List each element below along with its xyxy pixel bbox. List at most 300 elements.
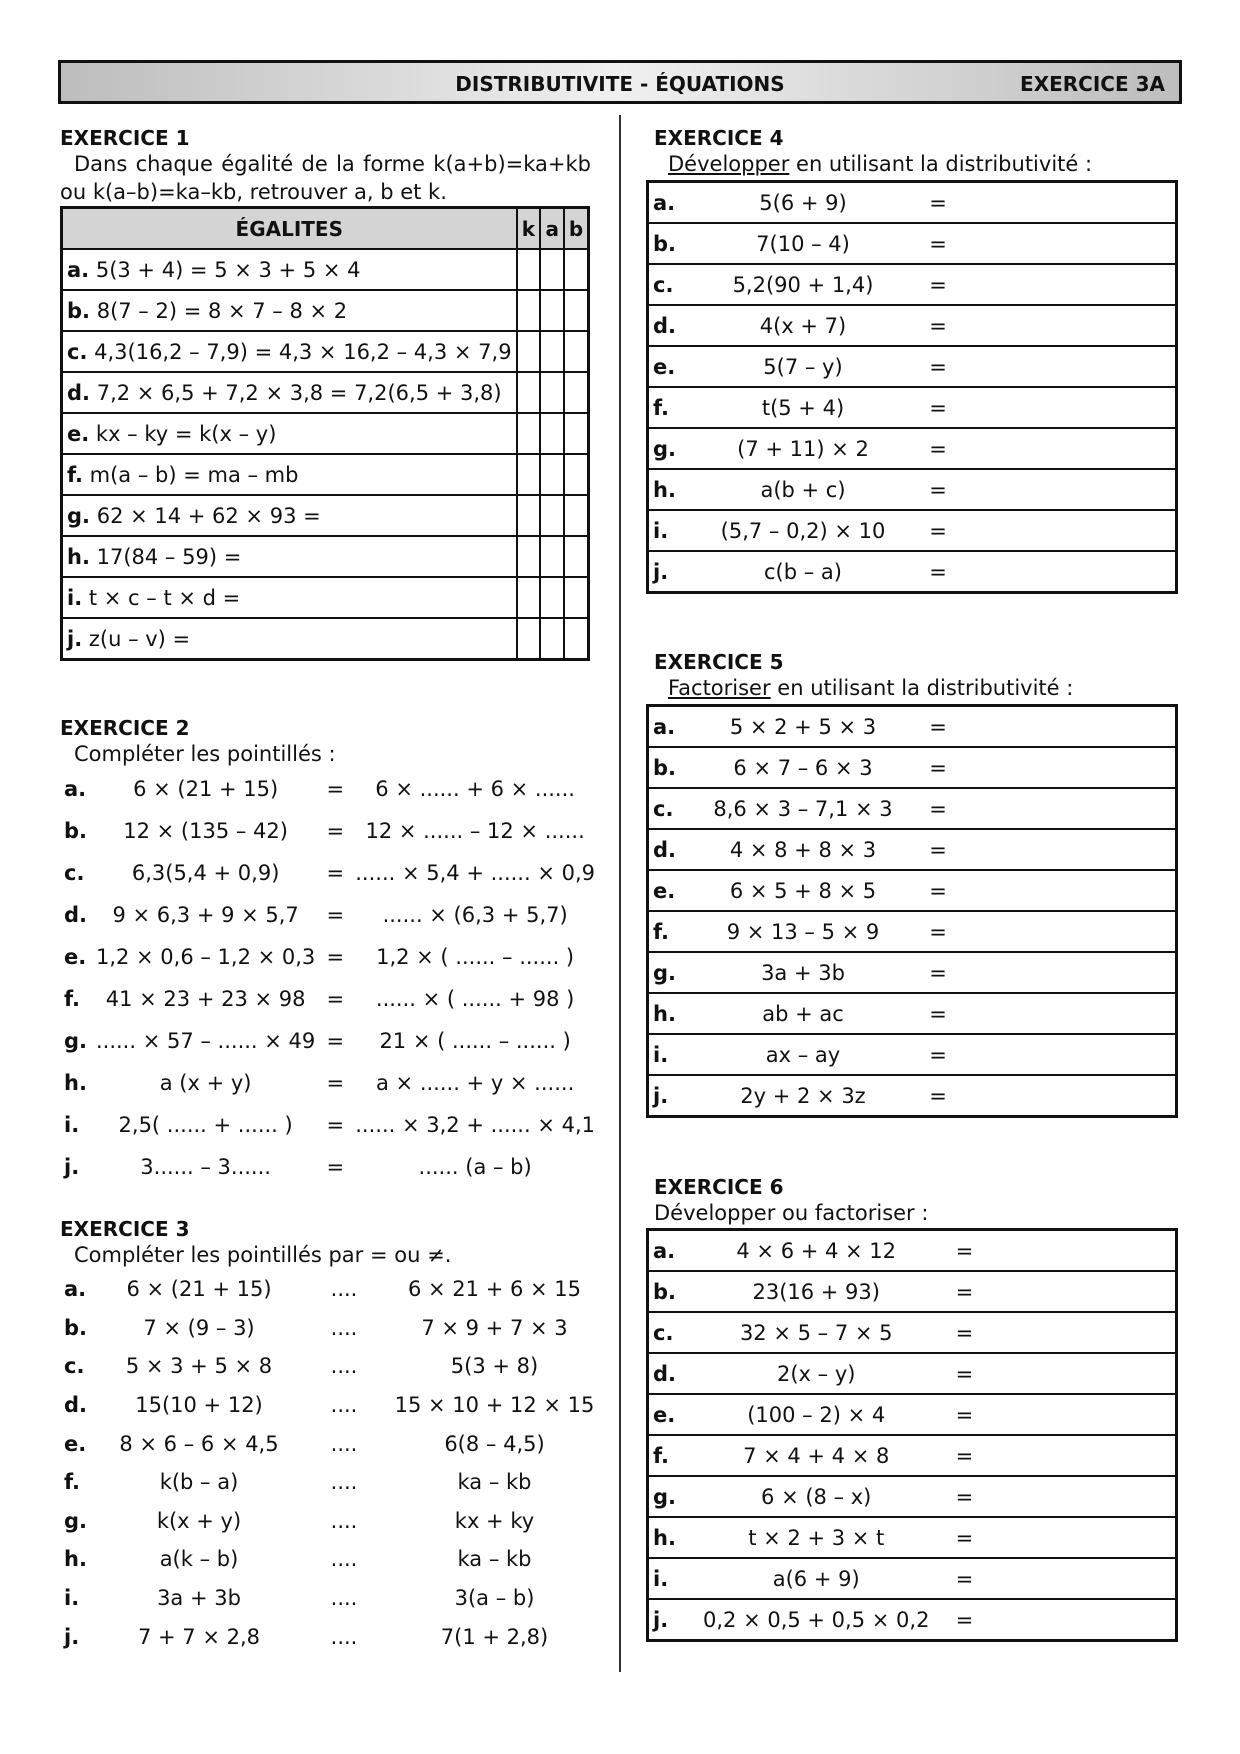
row-label: g. — [648, 1476, 704, 1517]
comparison-blank[interactable]: .... — [330, 1547, 358, 1572]
ex5-row — [648, 1034, 1177, 1075]
row-label: g. — [67, 503, 91, 528]
equals-sign: = — [326, 1029, 345, 1053]
equals-sign: = — [903, 747, 973, 788]
row-label: i. — [648, 1034, 704, 1075]
row-label: f. — [648, 911, 704, 952]
row-label: a. — [648, 706, 704, 748]
answer-field[interactable] — [973, 1034, 1177, 1075]
answer-cell-b[interactable] — [564, 290, 588, 331]
expression: ax – ay — [703, 1034, 903, 1075]
answer-field[interactable] — [999, 1435, 1176, 1476]
equals-sign: = — [929, 1558, 999, 1599]
row-label: i. — [64, 1586, 80, 1611]
equals-sign: = — [903, 428, 973, 469]
ex6-row — [648, 1599, 1177, 1641]
answer-field[interactable] — [999, 1271, 1176, 1312]
row-label: c. — [64, 1354, 85, 1379]
ex2-row — [60, 1104, 595, 1146]
expression: 7 × 4 + 4 × 8 — [703, 1435, 929, 1476]
equals-sign: = — [326, 777, 345, 801]
ex2-row — [60, 1146, 595, 1188]
right-expression: 7(1 + 2,8) — [440, 1624, 549, 1649]
answer-field[interactable] — [973, 305, 1177, 346]
equals-sign: = — [929, 1312, 999, 1353]
left-expression: k(b – a) — [159, 1470, 239, 1495]
expression: 5(7 – y) — [703, 346, 903, 387]
left-expression: 5 × 3 + 5 × 8 — [125, 1354, 273, 1379]
row-label: f. — [64, 1470, 80, 1495]
ex6-row — [648, 1517, 1177, 1558]
equals-sign: = — [903, 346, 973, 387]
answer-cell-a[interactable] — [540, 249, 564, 290]
col-k: k — [517, 208, 541, 250]
row-label: h. — [648, 1517, 704, 1558]
answer-field[interactable] — [973, 993, 1177, 1034]
answer-field[interactable] — [973, 747, 1177, 788]
ex1-equality — [62, 413, 517, 454]
right-expression: 3(a – b) — [454, 1586, 535, 1611]
answer-cell-a[interactable] — [540, 331, 564, 372]
ex1-equality — [62, 577, 517, 618]
right-expression[interactable]: 12 × ...... – 12 × ...... — [365, 819, 585, 843]
ex4-row — [648, 223, 1177, 264]
ex5-row — [648, 706, 1177, 748]
ex3-title: EXERCICE 3 — [60, 1217, 190, 1241]
answer-cell-k[interactable] — [517, 454, 541, 495]
equals-sign: = — [903, 387, 973, 428]
ex1-row — [62, 249, 589, 290]
ex3-row — [60, 1386, 595, 1425]
expression: (7 + 11) × 2 — [703, 428, 903, 469]
answer-field[interactable] — [973, 182, 1177, 224]
col-b: b — [564, 208, 588, 250]
expression: a(b + c) — [703, 469, 903, 510]
ex1-row — [62, 577, 589, 618]
row-label: j. — [64, 1624, 80, 1649]
ex4-instruction-rest: en utilisant la distributivité : — [789, 152, 1093, 176]
ex1-title: EXERCICE 1 — [60, 126, 190, 150]
left-expression: 6 × (21 + 15) — [126, 1277, 272, 1302]
answer-cell-a[interactable] — [540, 290, 564, 331]
equality-text: 8(7 – 2) = 8 × 7 – 8 × 2 — [96, 298, 348, 323]
equals-sign: = — [929, 1230, 999, 1272]
left-expression: k(x + y) — [156, 1508, 242, 1533]
expression: (100 – 2) × 4 — [703, 1394, 929, 1435]
row-label: c. — [648, 264, 704, 305]
left-expression: 9 × 6,3 + 9 × 5,7 — [112, 903, 299, 927]
ex3-row — [60, 1463, 595, 1502]
row-label: j. — [67, 626, 83, 651]
equals-sign: = — [929, 1394, 999, 1435]
ex6-title: EXERCICE 6 — [654, 1175, 784, 1199]
left-expression: a(k – b) — [159, 1547, 239, 1572]
ex1-equality — [62, 372, 517, 413]
right-expression: 5(3 + 8) — [450, 1354, 539, 1379]
ex1-row — [62, 372, 589, 413]
ex4-instruction — [668, 152, 1092, 176]
left-expression: 7 × (9 – 3) — [143, 1315, 255, 1340]
answer-field[interactable] — [973, 1075, 1177, 1117]
ex6-row — [648, 1271, 1177, 1312]
row-label: j. — [648, 1599, 704, 1641]
ex3-row — [60, 1540, 595, 1579]
expression: t × 2 + 3 × t — [703, 1517, 929, 1558]
equals-sign: = — [326, 1113, 345, 1137]
answer-field[interactable] — [999, 1517, 1176, 1558]
ex3-instruction: Compléter les pointillés par = ou ≠. — [74, 1243, 452, 1267]
expression: 32 × 5 – 7 × 5 — [703, 1312, 929, 1353]
right-expression[interactable]: ...... × (6,3 + 5,7) — [382, 903, 568, 927]
ex4-row — [648, 346, 1177, 387]
comparison-blank[interactable]: .... — [330, 1586, 358, 1611]
answer-cell-a[interactable] — [540, 495, 564, 536]
equality-text: 4,3(16,2 – 7,9) = 4,3 × 16,2 – 4,3 × 7,9 — [94, 339, 512, 364]
column-divider — [619, 115, 621, 1672]
expression: 6 × (8 – x) — [703, 1476, 929, 1517]
equals-sign: = — [903, 1075, 973, 1117]
answer-field[interactable] — [973, 469, 1177, 510]
left-expression: 7 + 7 × 2,8 — [137, 1624, 260, 1649]
row-label: f. — [67, 462, 83, 487]
expression: a(6 + 9) — [703, 1558, 929, 1599]
answer-field[interactable] — [973, 264, 1177, 305]
row-label: a. — [648, 1230, 704, 1272]
answer-field[interactable] — [973, 952, 1177, 993]
answer-field[interactable] — [973, 829, 1177, 870]
equals-sign: = — [326, 987, 345, 1011]
ex6-row — [648, 1558, 1177, 1599]
ex4-title: EXERCICE 4 — [654, 126, 784, 150]
ex3-row — [60, 1309, 595, 1348]
right-expression[interactable]: a × ...... + y × ...... — [376, 1071, 575, 1095]
left-expression: 3...... – 3...... — [140, 1155, 271, 1179]
ex5-table — [646, 704, 1178, 1118]
ex3-row — [60, 1347, 595, 1386]
ex6-row — [648, 1435, 1177, 1476]
row-label: g. — [648, 428, 704, 469]
ex4-row — [648, 551, 1177, 593]
row-label: h. — [648, 469, 704, 510]
answer-cell-a[interactable] — [540, 536, 564, 577]
answer-field[interactable] — [973, 551, 1177, 593]
equals-sign: = — [903, 510, 973, 551]
left-expression: 6,3(5,4 + 0,9) — [131, 861, 280, 885]
ex4-row — [648, 305, 1177, 346]
equals-sign: = — [326, 819, 345, 843]
row-label: c. — [67, 339, 88, 364]
right-expression: ka – kb — [457, 1547, 532, 1572]
header-banner — [58, 60, 1182, 104]
ex3-row — [60, 1424, 595, 1463]
answer-cell-b[interactable] — [564, 372, 588, 413]
answer-cell-a[interactable] — [540, 413, 564, 454]
ex3-row — [60, 1617, 595, 1656]
ex2-title: EXERCICE 2 — [60, 716, 190, 740]
answer-cell-k[interactable] — [517, 413, 541, 454]
ex2-list — [60, 768, 595, 1188]
equals-sign: = — [903, 223, 973, 264]
answer-cell-a[interactable] — [540, 372, 564, 413]
equals-sign: = — [326, 1071, 345, 1095]
equality-text: kx – ky = k(x – y) — [95, 421, 277, 446]
equality-text: t × c – t × d = — [88, 585, 241, 610]
right-expression[interactable]: 1,2 × ( ...... – ...... ) — [376, 945, 575, 969]
ex1-header-row — [62, 208, 589, 250]
row-label: j. — [648, 551, 704, 593]
ex1-row — [62, 536, 589, 577]
comparison-blank[interactable]: .... — [330, 1431, 358, 1456]
row-label: i. — [648, 510, 704, 551]
row-label: d. — [64, 1393, 88, 1418]
col-egalites: ÉGALITES — [62, 208, 517, 250]
equals-sign: = — [929, 1353, 999, 1394]
equality-text: 5(3 + 4) = 5 × 3 + 5 × 4 — [95, 257, 361, 282]
equals-sign: = — [903, 911, 973, 952]
ex1-row — [62, 413, 589, 454]
ex1-equality — [62, 618, 517, 660]
equals-sign: = — [903, 870, 973, 911]
equals-sign: = — [903, 551, 973, 593]
answer-cell-k[interactable] — [517, 618, 541, 660]
equality-text: z(u – v) = — [88, 626, 191, 651]
answer-field[interactable] — [973, 387, 1177, 428]
equality-text: 7,2 × 6,5 + 7,2 × 3,8 = 7,2(6,5 + 3,8) — [96, 380, 502, 405]
ex1-equality — [62, 495, 517, 536]
row-label: j. — [648, 1075, 704, 1117]
right-expression[interactable]: ...... (a – b) — [418, 1155, 532, 1179]
left-expression: 1,2 × 0,6 – 1,2 × 0,3 — [95, 945, 316, 969]
answer-cell-b[interactable] — [564, 413, 588, 454]
answer-cell-b[interactable] — [564, 618, 588, 660]
ex6-row — [648, 1353, 1177, 1394]
expression: (5,7 – 0,2) × 10 — [703, 510, 903, 551]
answer-field[interactable] — [973, 428, 1177, 469]
expression: 6 × 7 – 6 × 3 — [703, 747, 903, 788]
row-label: i. — [64, 1113, 80, 1137]
ex5-row — [648, 829, 1177, 870]
equals-sign: = — [903, 788, 973, 829]
ex6-row — [648, 1312, 1177, 1353]
ex2-row — [60, 810, 595, 852]
equals-sign: = — [903, 469, 973, 510]
answer-cell-b[interactable] — [564, 331, 588, 372]
answer-cell-k[interactable] — [517, 495, 541, 536]
right-expression[interactable]: 6 × ...... + 6 × ...... — [375, 777, 575, 801]
expression: c(b – a) — [703, 551, 903, 593]
ex5-row — [648, 747, 1177, 788]
ex4-row — [648, 182, 1177, 224]
ex5-row — [648, 993, 1177, 1034]
answer-field[interactable] — [999, 1599, 1176, 1641]
expression: 23(16 + 93) — [703, 1271, 929, 1312]
comparison-blank[interactable]: .... — [330, 1393, 358, 1418]
expression: 7(10 – 4) — [703, 223, 903, 264]
ex3-row — [60, 1502, 595, 1541]
exercise-number: EXERCICE 3A — [1020, 72, 1165, 96]
row-label: e. — [648, 870, 704, 911]
answer-cell-k[interactable] — [517, 536, 541, 577]
equality-text: m(a – b) = ma – mb — [89, 462, 299, 487]
row-label: e. — [648, 1394, 704, 1435]
row-label: f. — [648, 387, 704, 428]
row-label: g. — [648, 952, 704, 993]
ex1-equality — [62, 536, 517, 577]
answer-field[interactable] — [973, 510, 1177, 551]
row-label: d. — [64, 903, 88, 927]
row-label: h. — [67, 544, 90, 569]
ex1-equality — [62, 331, 517, 372]
right-expression: 15 × 10 + 12 × 15 — [394, 1393, 595, 1418]
row-label: b. — [648, 1271, 704, 1312]
answer-cell-k[interactable] — [517, 249, 541, 290]
expression: 5,2(90 + 1,4) — [703, 264, 903, 305]
answer-cell-a[interactable] — [540, 454, 564, 495]
equals-sign: = — [903, 952, 973, 993]
answer-field[interactable] — [973, 706, 1177, 748]
row-label: c. — [64, 861, 85, 885]
right-expression[interactable]: ...... × 5,4 + ...... × 0,9 — [355, 861, 595, 885]
expression: 8,6 × 3 – 7,1 × 3 — [703, 788, 903, 829]
ex6-row — [648, 1230, 1177, 1272]
ex5-row — [648, 788, 1177, 829]
row-label: a. — [64, 777, 87, 801]
equals-sign: = — [929, 1271, 999, 1312]
row-label: i. — [648, 1558, 704, 1599]
answer-cell-a[interactable] — [540, 618, 564, 660]
answer-cell-b[interactable] — [564, 536, 588, 577]
answer-field[interactable] — [973, 223, 1177, 264]
equals-sign: = — [903, 182, 973, 224]
expression: 0,2 × 0,5 + 0,5 × 0,2 — [703, 1599, 929, 1641]
right-expression: kx + ky — [454, 1508, 535, 1533]
expression: 4 × 6 + 4 × 12 — [703, 1230, 929, 1272]
answer-field[interactable] — [973, 346, 1177, 387]
equals-sign: = — [326, 945, 345, 969]
expression: t(5 + 4) — [703, 387, 903, 428]
answer-cell-a[interactable] — [540, 577, 564, 618]
answer-cell-b[interactable] — [564, 495, 588, 536]
ex5-row — [648, 1075, 1177, 1117]
answer-cell-k[interactable] — [517, 372, 541, 413]
ex2-instruction: Compléter les pointillés : — [74, 742, 336, 766]
ex4-row — [648, 387, 1177, 428]
page-title: DISTRIBUTIVITE - ÉQUATIONS — [455, 72, 785, 96]
answer-field[interactable] — [973, 788, 1177, 829]
row-label: d. — [67, 380, 91, 405]
ex2-row — [60, 852, 595, 894]
comparison-blank[interactable]: .... — [330, 1470, 358, 1495]
row-label: j. — [64, 1155, 80, 1179]
ex3-row — [60, 1579, 595, 1618]
ex6-table — [646, 1228, 1178, 1642]
right-expression[interactable]: ...... × ( ...... + 98 ) — [375, 987, 575, 1011]
equals-sign: = — [903, 993, 973, 1034]
answer-field[interactable] — [999, 1394, 1176, 1435]
row-label: i. — [67, 585, 83, 610]
answer-field[interactable] — [973, 911, 1177, 952]
ex5-row — [648, 870, 1177, 911]
row-label: a. — [67, 257, 90, 282]
expression: 6 × 5 + 8 × 5 — [703, 870, 903, 911]
answer-field[interactable] — [999, 1476, 1176, 1517]
answer-field[interactable] — [999, 1230, 1176, 1272]
ex1-instruction-line1: Dans chaque égalité de la forme k(a+b)=ka+kb — [74, 152, 591, 176]
expression: 4 × 8 + 8 × 3 — [703, 829, 903, 870]
left-expression: ...... × 57 – ...... × 49 — [95, 1029, 316, 1053]
ex6-instruction: Développer ou factoriser : — [654, 1201, 929, 1225]
expression: 5 × 2 + 5 × 3 — [703, 706, 903, 748]
ex4-row — [648, 510, 1177, 551]
answer-field[interactable] — [973, 870, 1177, 911]
answer-cell-b[interactable] — [564, 454, 588, 495]
left-expression: 3a + 3b — [157, 1586, 241, 1611]
right-expression: 6 × 21 + 6 × 15 — [407, 1277, 581, 1302]
expression: 4(x + 7) — [703, 305, 903, 346]
comparison-blank[interactable]: .... — [330, 1315, 358, 1340]
row-label: c. — [648, 788, 704, 829]
row-label: a. — [64, 1277, 87, 1302]
ex1-equality — [62, 454, 517, 495]
row-label: d. — [648, 1353, 704, 1394]
answer-field[interactable] — [999, 1353, 1176, 1394]
answer-cell-b[interactable] — [564, 249, 588, 290]
expression: 2y + 2 × 3z — [703, 1075, 903, 1117]
left-expression: 6 × (21 + 15) — [133, 777, 279, 801]
ex4-table — [646, 180, 1178, 594]
answer-field[interactable] — [999, 1558, 1176, 1599]
left-expression: 12 × (135 – 42) — [123, 819, 288, 843]
row-label: b. — [648, 747, 704, 788]
right-expression[interactable]: ...... × 3,2 + ...... × 4,1 — [355, 1113, 595, 1137]
comparison-blank[interactable]: .... — [330, 1624, 358, 1649]
answer-cell-b[interactable] — [564, 577, 588, 618]
ex1-row — [62, 290, 589, 331]
answer-cell-k[interactable] — [517, 290, 541, 331]
comparison-blank[interactable]: .... — [330, 1277, 358, 1302]
ex1-equality — [62, 290, 517, 331]
equals-sign: = — [903, 305, 973, 346]
ex6-row — [648, 1476, 1177, 1517]
ex1-equality — [62, 249, 517, 290]
left-expression: a (x + y) — [159, 1071, 252, 1095]
ex4-instruction-keyword: Développer — [668, 152, 790, 176]
comparison-blank[interactable]: .... — [330, 1354, 358, 1379]
equals-sign: = — [929, 1476, 999, 1517]
right-expression: 7 × 9 + 7 × 3 — [421, 1315, 568, 1340]
comparison-blank[interactable]: .... — [330, 1508, 358, 1533]
answer-cell-k[interactable] — [517, 577, 541, 618]
answer-cell-k[interactable] — [517, 331, 541, 372]
row-label: e. — [648, 346, 704, 387]
ex6-row — [648, 1394, 1177, 1435]
row-label: f. — [648, 1435, 704, 1476]
expression: 5(6 + 9) — [703, 182, 903, 224]
row-label: d. — [648, 829, 704, 870]
equals-sign: = — [326, 861, 345, 885]
col-a: a — [540, 208, 564, 250]
answer-field[interactable] — [999, 1312, 1176, 1353]
ex1-row — [62, 495, 589, 536]
right-expression[interactable]: 21 × ( ...... – ...... ) — [379, 1029, 571, 1053]
ex1-row — [62, 454, 589, 495]
expression: ab + ac — [703, 993, 903, 1034]
ex3-list — [60, 1270, 595, 1656]
ex5-instruction-keyword: Factoriser — [668, 676, 771, 700]
row-label: b. — [67, 298, 91, 323]
equals-sign: = — [929, 1435, 999, 1476]
ex5-row — [648, 952, 1177, 993]
